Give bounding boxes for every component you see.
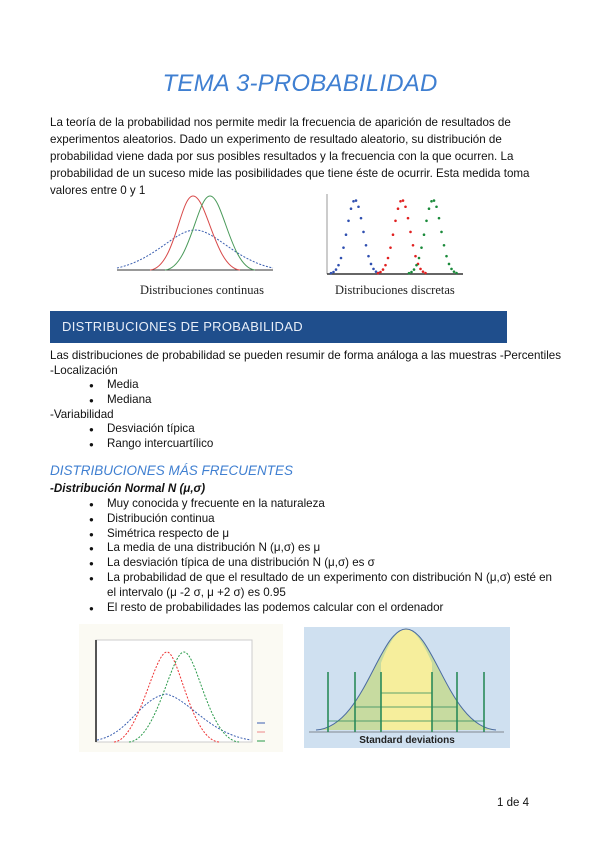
standard-deviations-figure [304, 627, 510, 748]
discrete-dot [382, 268, 385, 271]
discrete-dot [443, 244, 446, 247]
discrete-dot [433, 199, 436, 202]
discrete-dot [337, 264, 340, 267]
summary-line: Las distribuciones de probabilidad se pueden resumir de forma análoga a las muestras -Percentiles [50, 349, 562, 362]
discrete-dot [332, 271, 335, 274]
normal-curves-chart [79, 624, 283, 752]
discrete-dot [379, 271, 382, 274]
discrete-dot [342, 246, 345, 249]
list-item: ● Distribución continua [107, 512, 557, 527]
list-item: ● La probabilidad de que el resultado de un experimento con distribución N (μ,σ) esté en el intervalo (μ -2 σ, μ +2 σ) es 0.95 [107, 571, 557, 601]
discrete-dot [424, 272, 427, 275]
discrete-dot [435, 205, 438, 208]
discrete-dot [370, 263, 373, 266]
discrete-dot [335, 268, 338, 271]
discrete-dot [414, 255, 417, 258]
list-item: ● La desviación típica de una distribución N (μ,σ) es σ [107, 556, 557, 571]
discrete-dot [428, 207, 431, 210]
discrete-dot [419, 268, 422, 271]
list-item: ● Media [107, 378, 151, 393]
discrete-dot [418, 257, 421, 260]
list-item: ● Mediana [107, 393, 151, 408]
discrete-dot [357, 205, 360, 208]
discrete-dot [423, 233, 426, 236]
intro-paragraph: La teoría de la probabilidad nos permite medir la frecuencia de aparición de resultados de experimentos aleatorios. Dado un experimento de resultado aleatorio, su distribución de probabilidad viene dada por sus posibles resultados y la frecuencia con la que ocurren. La probabilidad de un suceso mide las posibilidades que tiene éste de ocurrir. Esta medida toma valores entre 0 y 1 [50, 116, 530, 197]
discrete-dot [448, 263, 451, 266]
normal-heading: -Distribución Normal N (μ,σ) [50, 482, 206, 495]
continuous-caption: Distribuciones continuas [140, 283, 264, 297]
discrete-dot [404, 205, 407, 208]
continuous-distributions-figure [115, 190, 275, 280]
discrete-dot [367, 255, 370, 258]
discrete-dot [360, 217, 363, 220]
discrete-dot [438, 217, 441, 220]
discrete-dot [330, 272, 333, 275]
discrete-dot [420, 246, 423, 249]
discrete-dot [355, 199, 358, 202]
discrete-dot [397, 207, 400, 210]
discrete-dot [350, 207, 353, 210]
discrete-dot [407, 217, 410, 220]
discrete-dot [440, 231, 443, 234]
discrete-caption: Distribuciones discretas [335, 283, 455, 297]
discrete-dot [365, 244, 368, 247]
variabilidad-label: -Variabilidad [50, 408, 114, 421]
discrete-dot [415, 264, 418, 267]
discrete-dot [450, 268, 453, 271]
discrete-dot [408, 272, 411, 275]
discrete-dot [413, 268, 416, 271]
discrete-dot [402, 199, 405, 202]
discrete-dot [392, 233, 395, 236]
discrete-dot [412, 244, 415, 247]
discrete-dot [453, 270, 456, 273]
page-title: TEMA 3-PROBABILIDAD [162, 70, 438, 97]
normal-list [107, 497, 557, 615]
xaxis-label: Standard deviations [359, 735, 455, 746]
discrete-dot [345, 233, 348, 236]
list-item: ● Desviación típica [107, 422, 213, 437]
discrete-dot [352, 200, 355, 203]
localizacion-label: -Localización [50, 364, 118, 377]
frequent-heading: DISTRIBUCIONES MÁS FRECUENTES [50, 463, 294, 478]
discrete-dot [347, 220, 350, 223]
discrete-dot [430, 200, 433, 203]
discrete-dot [425, 220, 428, 223]
page-number: 1 de 4 [497, 797, 529, 809]
discrete-dot [377, 272, 380, 275]
discrete-dot [399, 200, 402, 203]
discrete-dot [410, 271, 413, 274]
discrete-dot [387, 257, 390, 260]
variabilidad-list [107, 422, 213, 452]
discrete-dot [422, 270, 425, 273]
discrete-dot [340, 257, 343, 260]
discrete-dot [372, 268, 375, 271]
section-banner: DISTRIBUCIONES DE PROBABILIDAD [50, 311, 507, 343]
discrete-dot [445, 255, 448, 258]
localizacion-list [107, 378, 151, 408]
list-item: ● Rango intercuartílico [107, 437, 213, 452]
list-item: ● El resto de probabilidades las podemos calcular con el ordenador [107, 601, 557, 616]
discrete-dot [362, 231, 365, 234]
list-item: ● Muy conocida y frecuente en la naturaleza [107, 497, 557, 512]
discrete-dot [389, 246, 392, 249]
discrete-dot [409, 231, 412, 234]
discrete-dot [384, 264, 387, 267]
discrete-dot [455, 272, 458, 275]
list-item: ● La media de una distribución N (μ,σ) es μ [107, 541, 557, 556]
discrete-dot [394, 220, 397, 223]
list-item: ● Simétrica respecto de μ [107, 527, 557, 542]
discrete-distributions-figure [305, 192, 465, 282]
